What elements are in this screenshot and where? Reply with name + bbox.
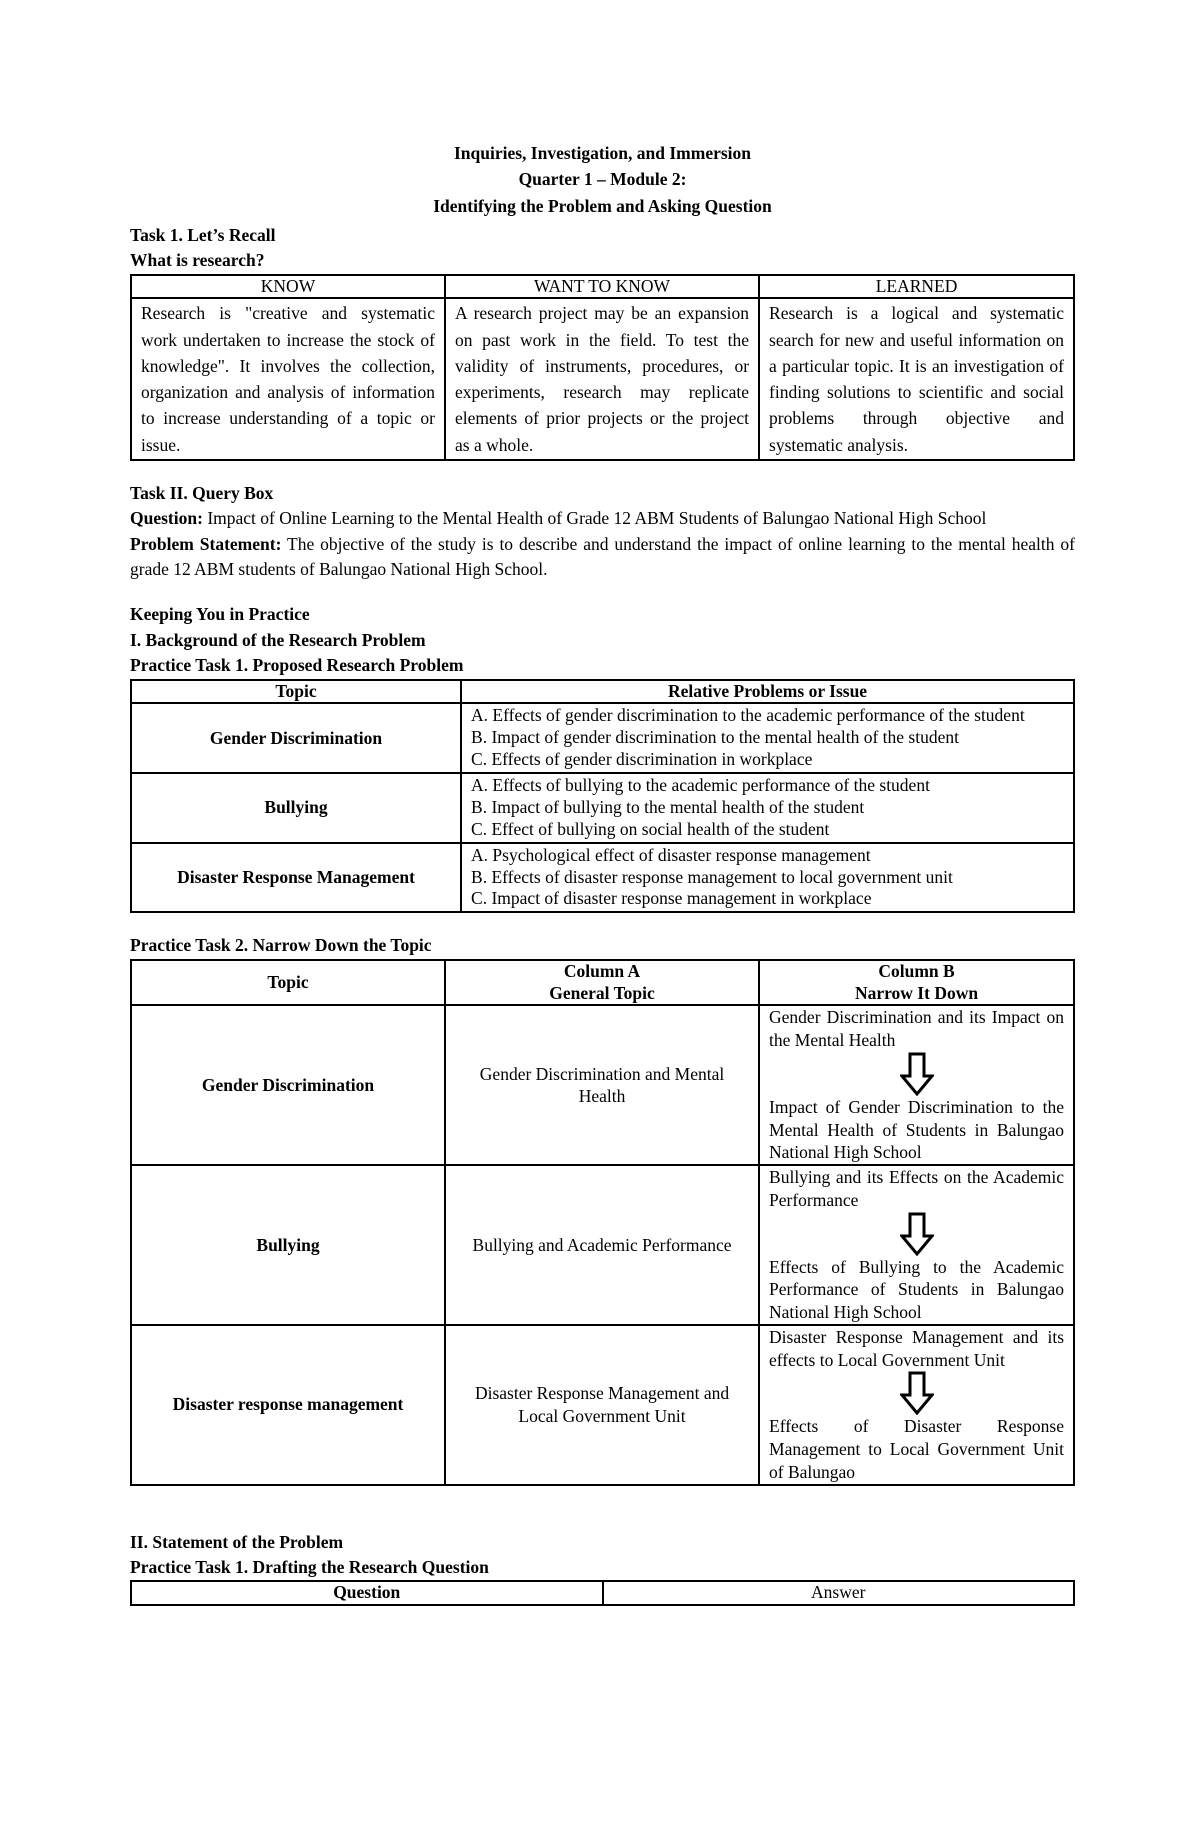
narrow-general-topic: Disaster Response Management and Local Government Unit (445, 1325, 759, 1485)
practice-heading: Keeping You in Practice (130, 604, 310, 625)
list-item: B. Impact of bullying to the mental health of the student (471, 796, 865, 817)
section2-heading: II. Statement of the Problem (130, 1531, 344, 1552)
kwl-cell-want: A research project may be an expansion on past work in the field. To test the validity of instruments, procedures, or experiments, research may replicate elements of prior projects or the project as a whole. (445, 298, 759, 460)
list-item: A. Effects of bullying to the academic performance of the student (471, 775, 930, 795)
proposed-header-topic: Topic (131, 680, 461, 704)
narrow-general-topic: Gender Discrimination and Mental Health (445, 1005, 759, 1165)
proposed-problems (461, 843, 1074, 913)
query-question-label: Question: (130, 508, 203, 529)
task1-heading: Task 1. Let’s Recall (130, 224, 276, 245)
table-row (131, 1325, 1074, 1485)
column-b-title: Column B (878, 960, 955, 981)
kwl-header-learned: LEARNED (759, 275, 1074, 299)
table-row (131, 1005, 1074, 1165)
proposed-problems (461, 773, 1074, 843)
header-quarter: Quarter 1 – Module 2: (518, 169, 687, 190)
header-module-title: Identifying the Problem and Asking Question (433, 195, 772, 216)
down-arrow-icon (769, 1212, 1064, 1256)
narrow-broad-text: Disaster Response Management and its effects to Local Government Unit (769, 1326, 1064, 1370)
kwl-cell-know: Research is "creative and systematic work undertaken to increase the stock of knowledge". It involves the collection, organization and analysis of information to increase understanding of a topic or issue. (131, 298, 445, 460)
query-question-text: Impact of Online Learning to the Mental Health of Grade 12 ABM Students of Balungao National High School (207, 508, 987, 529)
problem-statement-text: The objective of the study is to describe and understand the impact of online learning to the mental health of grade 12 ABM students of Balungao National High School. (130, 533, 1076, 579)
task1-question: What is research? (130, 250, 265, 271)
narrow-specific-text: Impact of Gender Discrimination to the Mental Health of Students in Balungao National High School (769, 1096, 1064, 1163)
list-item: A. Effects of gender discrimination to the academic performance of the student (471, 705, 1025, 726)
narrow-topic-table (130, 959, 1075, 1486)
query-question (130, 506, 1075, 531)
problem-statement (130, 532, 1075, 583)
narrow-down-cell (759, 1325, 1074, 1485)
column-b-subtitle: Narrow It Down (854, 982, 979, 1003)
list-item: A. Psychological effect of disaster response management (471, 844, 871, 865)
kwl-header-want: WANT TO KNOW (445, 275, 759, 299)
narrow-broad-text: Bullying and its Effects on the Academic Performance (769, 1167, 1064, 1210)
proposed-problems (461, 703, 1074, 773)
narrow-topic: Bullying (131, 1165, 445, 1325)
practice-task2-heading: Practice Task 2. Narrow Down the Topic (130, 935, 432, 956)
narrow-broad-text: Gender Discrimination and its Impact on the Mental Health (769, 1007, 1064, 1051)
list-item: C. Effects of gender discrimination in workplace (471, 749, 813, 770)
down-arrow-icon (769, 1052, 1064, 1096)
table-row (131, 843, 1074, 913)
narrow-down-cell (759, 1005, 1074, 1165)
narrow-header-topic: Topic (131, 960, 445, 1006)
narrow-specific-text: Effects of Bullying to the Academic Performance of Students in Balungao National High School (769, 1256, 1064, 1323)
question-header: Question (131, 1581, 603, 1605)
narrow-general-topic: Bullying and Academic Performance (445, 1165, 759, 1325)
proposed-topic: Bullying (131, 773, 461, 843)
header-subject: Inquiries, Investigation, and Immersion (453, 143, 752, 163)
task2-heading: Task II. Query Box (130, 482, 274, 503)
table-row (131, 703, 1074, 773)
narrow-topic: Gender Discrimination (131, 1005, 445, 1165)
kwl-table (130, 274, 1075, 461)
proposed-topic: Gender Discrimination (131, 703, 461, 773)
narrow-topic: Disaster response management (131, 1325, 445, 1485)
list-item: C. Effect of bullying on social health of the student (471, 818, 830, 839)
narrow-header-column-a (445, 960, 759, 1006)
proposed-problem-table (130, 679, 1075, 914)
kwl-header-know: KNOW (131, 275, 445, 299)
research-question-table (130, 1580, 1075, 1606)
practice-task3-heading: Practice Task 1. Drafting the Research Question (130, 1557, 489, 1577)
list-item: B. Impact of gender discrimination to the mental health of the student (471, 727, 959, 748)
practice-task1-heading: Practice Task 1. Proposed Research Problem (130, 655, 464, 676)
down-arrow-icon (769, 1371, 1064, 1415)
proposed-header-problems: Relative Problems or Issue (461, 680, 1074, 704)
column-a-title: Column A (563, 960, 641, 981)
proposed-topic: Disaster Response Management (131, 843, 461, 913)
list-item: B. Effects of disaster response management to local government unit (471, 866, 953, 887)
answer-header: Answer (603, 1581, 1075, 1605)
kwl-cell-learned: Research is a logical and systematic search for new and useful information on a particular topic. It is an investigation of finding solutions to scientific and social problems through objective and systematic analysis. (759, 298, 1074, 460)
column-a-subtitle: General Topic (549, 982, 655, 1003)
narrow-header-column-b (759, 960, 1074, 1006)
narrow-specific-text: Effects of Disaster Response Management to Local Government Unit of Balungao (769, 1416, 1064, 1482)
problem-statement-label: Problem Statement: (130, 533, 282, 554)
document-header (130, 140, 1075, 219)
document-page (130, 140, 1075, 1606)
list-item: C. Impact of disaster response management in workplace (471, 888, 872, 909)
table-row (131, 773, 1074, 843)
section1-heading: I. Background of the Research Problem (130, 629, 426, 650)
narrow-down-cell (759, 1165, 1074, 1325)
table-row (131, 1165, 1074, 1325)
